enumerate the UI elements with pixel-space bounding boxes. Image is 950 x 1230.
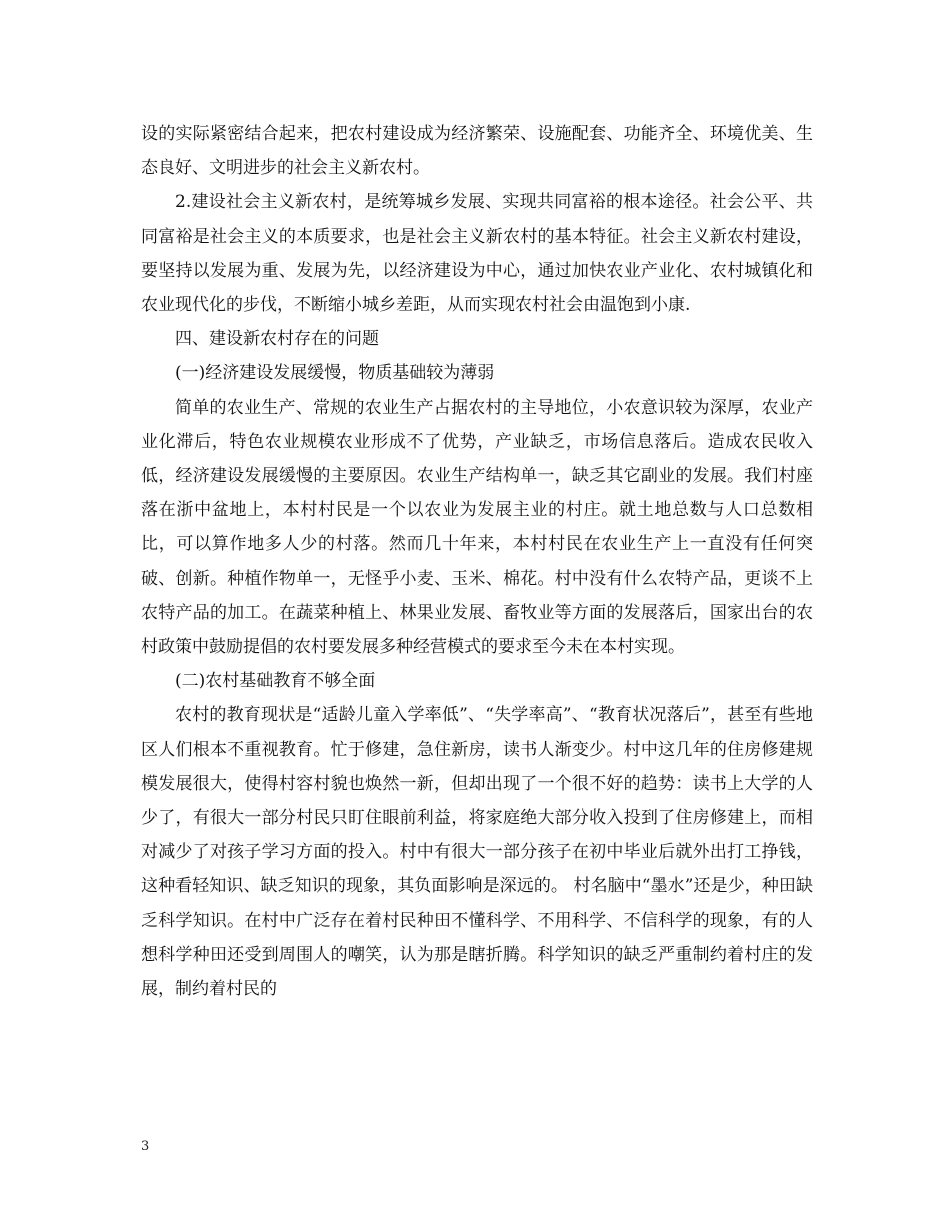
subsection-heading-2: (二)农村基础教育不够全面 <box>175 671 376 692</box>
page-number: 3 <box>141 1139 150 1154</box>
paragraph-2: 2.建设社会主义新农村，是统筹城乡发展、实现共同富裕的根本途径。社会公平、共同富裕是社会主义的本质要求，也是社会主义新农村的基本特征。社会主义新农村建设，要坚持以发展为重、发展为先，以经济建设为中心，通过加快农业产业化、农村城镇化和农业现代化的步伐，不断缩小城乡差距，从而实现农村社会由温饱到小康. <box>141 192 813 316</box>
subsection-heading-1: (一)经济建设发展缓慢，物质基础较为薄弱 <box>175 363 495 384</box>
paragraph-1: 设的实际紧密结合起来，把农村建设成为经济繁荣、设施配套、功能齐全、环境优美、生态良好、文明进步的社会主义新农村。 <box>141 124 813 179</box>
section-heading-4: 四、建设新农村存在的问题 <box>175 329 379 350</box>
document-body <box>141 117 813 1006</box>
paragraph-4: 农村的教育现状是“适龄儿童入学率低”、“失学率高”、“教育状况落后”，甚至有些地区人们根本不重视教育。忙于修建，急住新房，读书人渐变少。村中这几年的住房修建规模发展很大，使得村容村貌也焕然一新，但却出现了一个很不好的趋势：读书上大学的人少了，有很大一部分村民只盯住眼前利益，将家庭绝大部分收入投到了住房修建上，而相对减少了对孩子学习方面的投入。村中有很大一部分孩子在初中毕业后就外出打工挣钱，这种看轻知识、缺乏知识的现象，其负面影响是深远的。 村名脑中“墨水”还是少，种田缺乏科学知识。在村中广泛存在着村民种田不懂科学、不用科学、不信科学的现象，有的人想科学种田还受到周围人的嘲笑，认为那是瞎折腾。科学知识的缺乏严重制约着村庄的发展，制约着村民的 <box>141 705 813 1000</box>
paragraph-3: 简单的农业生产、常规的农业生产占据农村的主导地位，小农意识较为深厚，农业产业化滞后，特色农业规模农业形成不了优势，产业缺乏，市场信息落后。造成农民收入低，经济建设发展缓慢的主要原因。农业生产结构单一，缺乏其它副业的发展。我们村座落在浙中盆地上，本村村民是一个以农业为发展主业的村庄。就土地总数与人口总数相比，可以算作地多人少的村落。然而几十年来，本村村民在农业生产上一直没有任何突破、创新。种植作物单一，无怪乎小麦、玉米、棉花。村中没有什么农特产品，更谈不上农特产品的加工。在蔬菜种植上、林果业发展、畜牧业等方面的发展落后，国家出台的农村政策中鼓励提倡的农村要发展多种经营模式的要求至今未在本村实现。 <box>141 397 813 658</box>
